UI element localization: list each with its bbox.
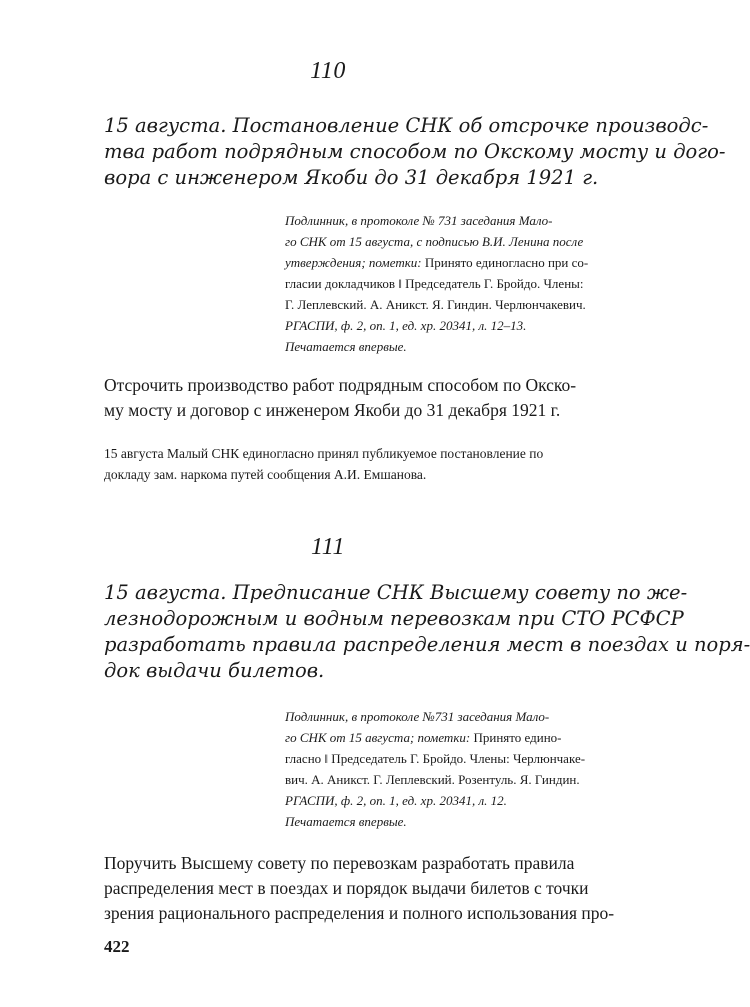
source-text: РГАСПИ, ф. 2, оп. 1, ед. хр. 20341, л. 12–13. — [285, 318, 527, 333]
source-text: го СНК от 15 августа, с подписью В.И. Ленина после — [285, 234, 584, 249]
body-line: Поручить Высшему совету по перевозкам разработать правила — [104, 853, 575, 873]
body-line: му мосту и договор с инженером Якоби до 31 декабря 1921 г. — [104, 400, 561, 420]
document-body — [104, 851, 615, 926]
document-heading — [104, 113, 726, 191]
source-text: Г. Леплевский. А. Аникст. Я. Гиндин. Черлюнчакевич. — [285, 297, 586, 312]
editorial-note — [104, 443, 598, 485]
archival-source-note — [285, 210, 600, 357]
note-line: докладу зам. наркома путей сообщения А.И. Емшанова. — [104, 467, 427, 482]
heading-line: 15 августа. Постановление СНК об отсрочке производс- — [104, 114, 709, 137]
document-number: 111 — [311, 534, 345, 560]
source-text: гласно ‖ Председатель Г. Бройдо. Члены: Черлюнчаке- — [285, 751, 586, 766]
source-text: утверждения; пометки: — [285, 255, 425, 270]
source-text: Подлинник, в протоколе № 731 заседания Мало- — [285, 213, 553, 228]
body-line: распределения мест в поездах и порядок выдачи билетов с точки — [104, 878, 589, 898]
heading-line: вора с инженером Якоби до 31 декабря 1921 г. — [104, 166, 599, 189]
source-text: Печатается впервые. — [285, 814, 407, 829]
source-text: го СНК от 15 августа; пометки: — [285, 730, 474, 745]
heading-line: 15 августа. Предписание СНК Высшему совету по же- — [104, 581, 688, 604]
body-line: зрения рационального распределения и полного использования про- — [104, 903, 615, 923]
source-text: РГАСПИ, ф. 2, оп. 1, ед. хр. 20341, л. 12. — [285, 793, 507, 808]
heading-line: док выдачи билетов. — [104, 659, 325, 682]
heading-line: разработать правила распределения мест в поездах и поря- — [104, 633, 750, 656]
heading-line: тва работ подрядным способом по Окскому мосту и дого- — [104, 140, 726, 163]
source-text: Подлинник, в протоколе №731 заседания Мало- — [285, 709, 550, 724]
source-text: гласии докладчиков ‖ Председатель Г. Бройдо. Члены: — [285, 276, 584, 291]
note-line: 15 августа Малый СНК единогласно принял публикуемое постановление по — [104, 446, 544, 461]
source-text: Принято едино- — [473, 730, 562, 745]
body-line: Отсрочить производство работ подрядным способом по Окско- — [104, 375, 577, 395]
document-heading — [104, 580, 750, 684]
source-text: Печатается впервые. — [285, 339, 407, 354]
source-text: Принято единогласно при со- — [424, 255, 589, 270]
archival-source-note — [285, 706, 600, 832]
document-number: 110 — [310, 58, 346, 84]
page-number: 422 — [104, 937, 130, 956]
source-text: вич. А. Аникст. Г. Леплевский. Розентуль. Я. Гиндин. — [285, 772, 580, 787]
document-body — [104, 373, 598, 423]
heading-line: лезнодорожным и водным перевозкам при СТО РСФСР — [104, 607, 684, 630]
